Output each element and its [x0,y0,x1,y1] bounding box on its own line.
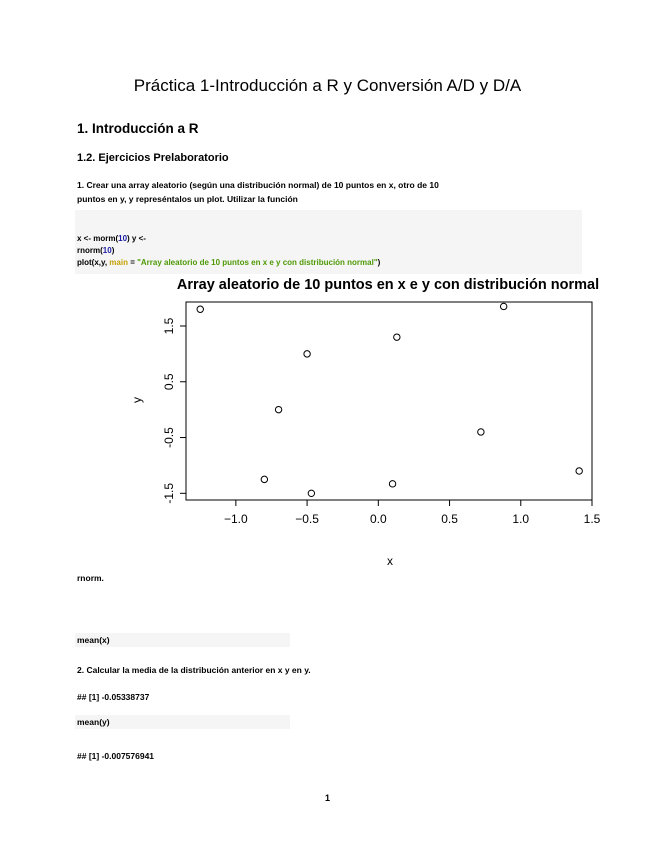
y-tick-label: 1.5 [162,317,176,335]
x-axis-label: x [387,554,393,568]
data-point [304,351,310,357]
x-tick-label: 0.0 [369,512,387,526]
code-line-2 [77,245,380,257]
x-axis [224,500,601,526]
chart-title: Array aleatorio de 10 puntos en x e y con distribución normal [176,277,600,293]
code-number: 10 [118,234,128,243]
code-number: 10 [102,246,112,255]
page-number: 1 [324,793,330,803]
x-tick-label: −1.0 [224,512,248,526]
plot-frame [186,302,592,500]
output-mean-y: ## [1] -0.007576941 [77,751,155,761]
code-token: x <- [77,234,94,243]
code-token: plot(x,y, [77,258,110,267]
code-token: rnorm( [77,246,103,255]
data-point [478,429,484,435]
subsection-heading: 1.2. Ejercicios Prelaboratorio [77,152,229,164]
code-token: morm( [93,234,119,243]
code-mean-y [75,715,290,729]
code-token: ) [111,246,115,255]
code-line-1 [77,233,380,245]
x-tick-label: 0.5 [441,512,458,526]
exercise-1-line-2: puntos en y, y represéntalos un plot. Utilizar la función [77,194,298,204]
code-mean-x [75,633,290,647]
y-tick-label: -1.5 [162,482,176,504]
data-points [197,303,582,496]
x-tick-label: −0.5 [295,512,319,526]
code-mean-y-text: mean(y) [77,717,110,727]
exercise-2-text: 2. Calcular la media de la distribución anterior en x y en y. [77,665,311,675]
document-title: Práctica 1-Introducción a R y Conversión A/D y D/A [133,76,522,95]
code-token: ) y <- [127,234,146,243]
data-point [197,306,203,312]
code-line-3 [77,257,380,269]
code-mean-x-text: mean(x) [77,635,110,645]
data-point [394,334,400,340]
data-point [389,481,395,487]
rnorm-word: rnorm. [77,573,104,583]
output-mean-x: ## [1] -0.05338737 [77,692,150,702]
y-tick-label: 0.5 [162,373,176,391]
data-point [308,490,314,496]
exercise-1-line-1: 1. Crear una array aleatorio (según una distribución normal) de 10 puntos en x, otro de 10 [77,180,439,190]
y-axis [162,317,186,503]
code-string: "Array aleatorio de 10 puntos en x e y con distribución normal" [137,258,378,267]
y-tick-label: -0.5 [162,427,176,448]
data-point [500,303,506,309]
data-point [576,468,582,474]
scatter-plot [120,272,620,572]
x-tick-label: 1.5 [583,512,601,526]
y-axis-label: y [130,397,144,403]
x-tick-label: 1.0 [512,512,530,526]
code-token: = [127,258,138,267]
section-heading: 1. Introducción a R [77,121,199,136]
code-token: ) [377,258,381,267]
code-argument: main [109,258,128,267]
exercise-1-text [77,178,497,206]
data-point [275,406,281,412]
code-block [77,233,380,269]
data-point [261,476,267,482]
